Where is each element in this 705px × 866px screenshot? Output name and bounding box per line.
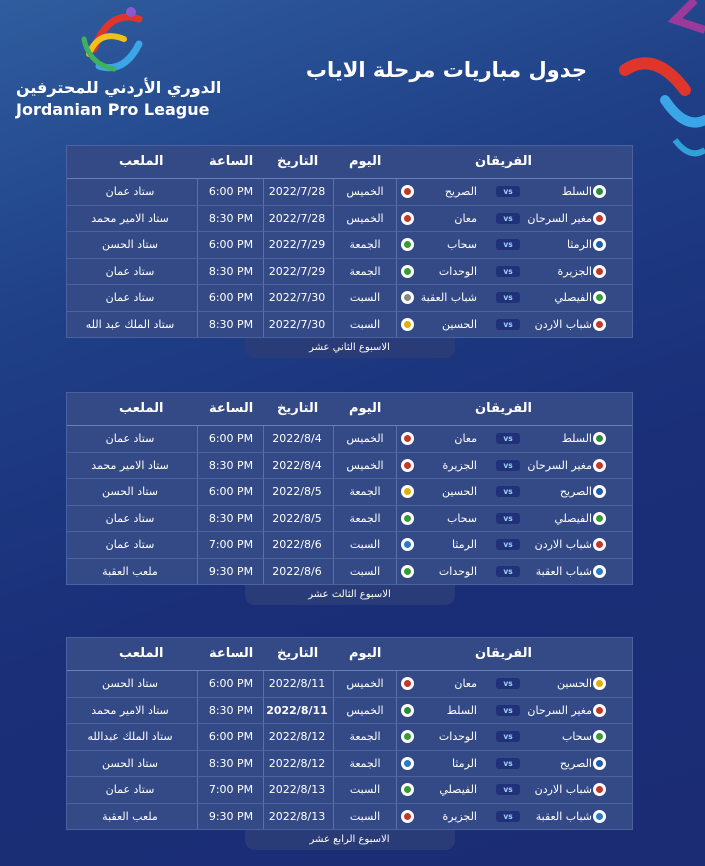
team2-name: الرمثا [451, 756, 477, 770]
column-divider [197, 179, 198, 205]
match-day: السبت [349, 291, 381, 304]
vs-badge: vs [496, 266, 520, 277]
team2-name: الحسين [441, 317, 477, 331]
match-time: 6:00 PM [208, 185, 254, 198]
match-time: 7:00 PM [208, 538, 254, 551]
column-divider [197, 559, 198, 585]
vs-badge: vs [496, 513, 520, 524]
team1-logo-icon [593, 485, 606, 498]
match-row [67, 777, 632, 804]
team2-name: الحسين [441, 485, 477, 498]
match-row [67, 179, 632, 206]
column-divider [263, 232, 264, 258]
match-day: الخميس [346, 677, 384, 690]
match-row [67, 479, 632, 506]
column-divider [263, 479, 264, 505]
column-divider [263, 506, 264, 532]
match-date: 2022/8/12 [268, 756, 326, 770]
team1-logo-icon [593, 565, 606, 578]
team1-name: مغير السرحان [527, 211, 592, 225]
header-date: التاريخ [277, 154, 319, 169]
column-divider [197, 751, 198, 777]
team1-name: الصريح [559, 756, 592, 770]
vs-badge: vs [496, 460, 520, 471]
schedule-table [66, 392, 633, 585]
column-divider [197, 532, 198, 558]
column-divider [263, 559, 264, 585]
match-row [67, 698, 632, 725]
team1-logo-icon [593, 677, 606, 690]
team2-name: معان [454, 677, 477, 690]
team2-name: شباب العقبة [420, 291, 477, 304]
match-row [67, 206, 632, 233]
vs-badge: vs [496, 486, 520, 497]
vs-badge: vs [496, 239, 520, 250]
vs-badge: vs [496, 433, 520, 444]
vs-badge: vs [496, 784, 520, 795]
team1-name: الحسين [556, 677, 592, 690]
header-date: التاريخ [277, 646, 319, 661]
column-divider [263, 206, 264, 232]
match-stadium: ستاد عمان [105, 783, 155, 796]
week-schedule-2 [66, 392, 633, 605]
team1-logo-icon [593, 291, 606, 304]
page-title: جدول مباريات مرحلة الاياب [305, 58, 587, 82]
header-time: الساعة [209, 401, 254, 416]
header-day: اليوم [349, 401, 382, 416]
match-day: الجمعة [349, 264, 381, 278]
vs-badge: vs [496, 292, 520, 303]
match-time: 6:00 PM [208, 291, 254, 304]
team2-logo-icon [401, 265, 414, 278]
column-divider [263, 426, 264, 452]
team2-name: سحاب [446, 511, 477, 525]
header-day: اليوم [349, 154, 382, 169]
match-stadium: ستاد الملك عبدالله [87, 730, 173, 743]
week-schedule-1 [66, 145, 633, 358]
column-divider [263, 312, 264, 338]
column-divider [197, 804, 198, 830]
team1-logo-icon [593, 459, 606, 472]
team2-name: الجزيرة [442, 809, 477, 823]
column-divider [263, 285, 264, 311]
match-time: 8:30 PM [208, 458, 254, 472]
column-divider [263, 259, 264, 285]
column-divider [197, 479, 198, 505]
vs-badge: vs [496, 811, 520, 822]
team2-logo-icon [401, 318, 414, 331]
column-divider [197, 671, 198, 697]
match-date: 2022/8/11 [268, 677, 326, 690]
team1-logo-icon [593, 538, 606, 551]
match-stadium: ملعب العقبة [102, 809, 158, 823]
team1-logo-icon [593, 238, 606, 251]
team1-name: شباب الاردن [534, 317, 592, 331]
column-divider [396, 506, 397, 532]
match-date: 2022/8/6 [272, 538, 322, 551]
column-divider [263, 671, 264, 697]
team1-logo-icon [593, 432, 606, 445]
header-stadium: الملعب [119, 401, 164, 416]
table-header [67, 146, 632, 179]
column-divider [263, 179, 264, 205]
match-stadium: ستاد الامير محمد [91, 703, 169, 717]
vs-badge: vs [496, 758, 520, 769]
column-divider [396, 206, 397, 232]
table-header [67, 393, 632, 426]
team2-logo-icon [401, 538, 414, 551]
match-date: 2022/8/5 [272, 511, 322, 525]
column-divider [396, 426, 397, 452]
team1-logo-icon [593, 704, 606, 717]
match-time: 8:30 PM [208, 264, 254, 278]
vs-badge: vs [496, 705, 520, 716]
match-stadium: ستاد الحسن [102, 677, 158, 690]
match-time: 8:30 PM [208, 756, 254, 770]
vs-badge: vs [496, 731, 520, 742]
match-date: 2022/8/4 [272, 432, 322, 445]
match-row [67, 559, 632, 585]
match-day: السبت [349, 564, 381, 578]
column-divider [197, 426, 198, 452]
column-divider [396, 179, 397, 205]
schedule-table [66, 637, 633, 830]
match-row [67, 426, 632, 453]
match-day: السبت [349, 317, 381, 331]
header-teams: الفريقان [475, 154, 532, 169]
team1-name: سحاب [561, 730, 592, 743]
match-row [67, 453, 632, 480]
team2-logo-icon [401, 238, 414, 251]
team2-name: الفيصلي [439, 783, 477, 796]
match-day: الخميس [346, 211, 384, 225]
column-divider [197, 724, 198, 750]
team2-name: الوحدات [438, 564, 477, 578]
match-stadium: ستاد عمان [105, 432, 155, 445]
team1-name: الرمثا [566, 238, 592, 251]
match-day: السبت [349, 809, 381, 823]
column-divider [263, 453, 264, 479]
match-date: 2022/8/11 [266, 703, 328, 717]
match-time: 6:00 PM [208, 677, 254, 690]
match-time: 8:30 PM [208, 511, 254, 525]
team1-logo-icon [593, 757, 606, 770]
column-divider [197, 206, 198, 232]
team2-name: الوحدات [438, 264, 477, 278]
column-divider [263, 698, 264, 724]
team2-logo-icon [401, 783, 414, 796]
column-divider [263, 724, 264, 750]
column-divider [263, 804, 264, 830]
column-divider [396, 259, 397, 285]
header-teams: الفريقان [475, 646, 532, 661]
match-row [67, 751, 632, 778]
match-date: 2022/8/4 [272, 458, 322, 472]
column-divider [396, 232, 397, 258]
match-date: 2022/8/13 [268, 809, 326, 823]
vs-badge: vs [496, 319, 520, 330]
match-date: 2022/7/29 [268, 264, 326, 278]
team1-logo-icon [593, 512, 606, 525]
column-divider [197, 285, 198, 311]
team1-name: السلط [561, 185, 592, 198]
match-stadium: ستاد الحسن [102, 485, 158, 498]
vs-badge: vs [496, 678, 520, 689]
match-row [67, 312, 632, 338]
team2-logo-icon [401, 565, 414, 578]
match-stadium: ستاد عمان [105, 185, 155, 198]
match-day: الجمعة [349, 238, 381, 251]
match-time: 8:30 PM [208, 703, 254, 717]
team1-name: مغير السرحان [527, 458, 592, 472]
team1-logo-icon [593, 730, 606, 743]
team2-logo-icon [401, 291, 414, 304]
vs-badge: vs [496, 539, 520, 550]
team2-name: السلط [446, 703, 477, 717]
team1-name: شباب الاردن [534, 538, 592, 551]
match-date: 2022/7/28 [268, 185, 326, 198]
match-stadium: ستاد الامير محمد [91, 211, 169, 225]
team1-logo-icon [593, 810, 606, 823]
match-time: 7:00 PM [208, 783, 254, 796]
column-divider [396, 777, 397, 803]
week-label: الاسبوع الثالث عشر [245, 585, 455, 605]
team2-logo-icon [401, 810, 414, 823]
column-divider [396, 698, 397, 724]
week-schedule-3 [66, 637, 633, 850]
team2-logo-icon [401, 185, 414, 198]
column-divider [263, 751, 264, 777]
match-time: 6:00 PM [208, 432, 254, 445]
match-stadium: ستاد عمان [105, 538, 155, 551]
column-divider [396, 671, 397, 697]
match-time: 9:30 PM [208, 809, 254, 823]
header-stadium: الملعب [119, 646, 164, 661]
column-divider [197, 453, 198, 479]
match-time: 8:30 PM [208, 317, 254, 331]
column-divider [396, 285, 397, 311]
league-emblem-icon [69, 4, 159, 74]
team2-logo-icon [401, 459, 414, 472]
match-row [67, 506, 632, 533]
match-day: السبت [349, 538, 381, 551]
team1-name: الفيصلي [554, 291, 592, 304]
match-stadium: ستاد عمان [105, 511, 155, 525]
match-time: 9:30 PM [208, 564, 254, 578]
column-divider [197, 312, 198, 338]
header-day: اليوم [349, 646, 382, 661]
match-row [67, 232, 632, 259]
team1-name: السلط [561, 432, 592, 445]
team2-name: الرمثا [451, 538, 477, 551]
team2-logo-icon [401, 212, 414, 225]
team1-logo-icon [593, 185, 606, 198]
match-date: 2022/8/6 [272, 564, 322, 578]
match-stadium: ستاد الحسن [102, 238, 158, 251]
match-day: الجمعة [349, 485, 381, 498]
match-day: السبت [349, 783, 381, 796]
column-divider [396, 312, 397, 338]
vs-badge: vs [496, 213, 520, 224]
vs-badge: vs [496, 566, 520, 577]
match-date: 2022/7/29 [268, 238, 326, 251]
team1-name: الفيصلي [554, 511, 592, 525]
team1-name: مغير السرحان [527, 703, 592, 717]
team2-name: الصريح [444, 185, 477, 198]
team1-logo-icon [593, 783, 606, 796]
header-time: الساعة [209, 154, 254, 169]
match-date: 2022/7/30 [268, 317, 326, 331]
team1-name: شباب الاردن [534, 783, 592, 796]
column-divider [396, 751, 397, 777]
match-day: الخميس [346, 703, 384, 717]
team1-name: شباب العقبة [535, 564, 592, 578]
match-date: 2022/8/12 [268, 730, 326, 743]
match-stadium: ستاد الامير محمد [91, 458, 169, 472]
team2-logo-icon [401, 704, 414, 717]
column-divider [396, 479, 397, 505]
column-divider [197, 259, 198, 285]
schedule-table [66, 145, 633, 338]
match-day: الخميس [346, 185, 384, 198]
league-name-english: Jordanian Pro League [16, 100, 210, 119]
match-row [67, 724, 632, 751]
column-divider [396, 453, 397, 479]
team2-name: الوحدات [438, 730, 477, 743]
team1-logo-icon [593, 318, 606, 331]
match-date: 2022/7/30 [268, 291, 326, 304]
match-stadium: ستاد عمان [105, 291, 155, 304]
column-divider [396, 559, 397, 585]
match-stadium: ستاد الملك عبد الله [85, 317, 175, 331]
team2-name: معان [454, 432, 477, 445]
team1-name: الجزيرة [557, 264, 592, 278]
match-date: 2022/8/13 [268, 783, 326, 796]
match-day: الخميس [346, 432, 384, 445]
match-stadium: ستاد الحسن [102, 756, 158, 770]
team2-logo-icon [401, 432, 414, 445]
team2-name: سحاب [446, 238, 477, 251]
team2-name: معان [454, 211, 477, 225]
team2-logo-icon [401, 730, 414, 743]
header-date: التاريخ [277, 401, 319, 416]
match-stadium: ستاد عمان [105, 264, 155, 278]
match-day: الجمعة [349, 730, 381, 743]
column-divider [263, 777, 264, 803]
header-teams: الفريقان [475, 401, 532, 416]
table-header [67, 638, 632, 671]
vs-badge: vs [496, 186, 520, 197]
team2-name: الجزيرة [442, 458, 477, 472]
match-row [67, 804, 632, 830]
match-time: 8:30 PM [208, 211, 254, 225]
team1-name: شباب العقبة [535, 809, 592, 823]
match-row [67, 285, 632, 312]
match-date: 2022/7/28 [268, 211, 326, 225]
team1-logo-icon [593, 265, 606, 278]
match-time: 6:00 PM [208, 730, 254, 743]
match-date: 2022/8/5 [272, 485, 322, 498]
match-time: 6:00 PM [208, 238, 254, 251]
match-stadium: ملعب العقبة [102, 564, 158, 578]
column-divider [197, 698, 198, 724]
column-divider [197, 506, 198, 532]
team2-logo-icon [401, 757, 414, 770]
team2-logo-icon [401, 512, 414, 525]
match-day: الخميس [346, 458, 384, 472]
week-label: الاسبوع الرابع عشر [245, 830, 455, 850]
match-day: الجمعة [349, 756, 381, 770]
match-time: 6:00 PM [208, 485, 254, 498]
team2-logo-icon [401, 677, 414, 690]
column-divider [197, 777, 198, 803]
match-day: الجمعة [349, 511, 381, 525]
header-time: الساعة [209, 646, 254, 661]
week-label: الاسبوع الثاني عشر [245, 338, 455, 358]
column-divider [396, 724, 397, 750]
column-divider [263, 532, 264, 558]
league-name-arabic: الدوري الأردني للمحترفين [16, 78, 222, 97]
column-divider [396, 532, 397, 558]
column-divider [197, 232, 198, 258]
team1-logo-icon [593, 212, 606, 225]
match-row [67, 532, 632, 559]
match-row [67, 259, 632, 286]
team2-logo-icon [401, 485, 414, 498]
header-stadium: الملعب [119, 154, 164, 169]
column-divider [396, 804, 397, 830]
team1-name: الصريح [559, 485, 592, 498]
match-row [67, 671, 632, 698]
